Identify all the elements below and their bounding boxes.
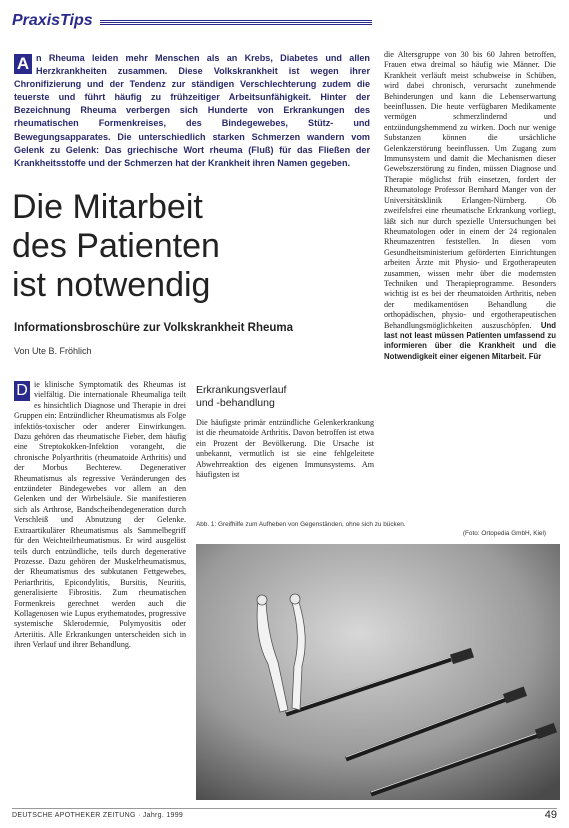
column-1-dropcap: D	[14, 381, 30, 401]
headline-line-3: ist notwendig	[12, 266, 211, 304]
column-3	[384, 50, 556, 362]
article-subtitle: Informationsbroschüre zur Volkskrankheit Rheuma	[14, 322, 294, 334]
author-byline: Von Ute B. Fröhlich	[14, 346, 92, 356]
section-heading-line-1: Erkrankungsverlauf	[196, 384, 287, 396]
headline-line-2: des Patienten	[12, 227, 220, 265]
column-3-highlight: Und last not least müssen Patienten umfassend zu informieren über die Krankheit und die Notwendigkeit einer eigenen Mitarbeit. Für	[384, 320, 556, 361]
section-heading-line-2: und -behandlung	[196, 396, 275, 409]
column-3-text: die Altersgruppe von 30 bis 60 Jahren betroffen, Frauen etwa dreimal so häufig wie Männer. Die Krankheit verläuft meist schubweise in Schüben, wird dabei chronisch, verursacht zunehmende Behinderungen und kann die Lebenserwartung beeinflussen. Die heute verfügbaren Medikamente vermögen schmerzlindernd und entzündungshemmend zu wirken. Doch nur wenige Substanzen können die ursächliche Gelenkzerstörung beeinflussen. Um Zugang zum Immunsystem und damit die Mechanismen dieser Gewebszerstörung zu finden, müssen Diagnose und Therapie möglichst früh einsetzen, fordert der Rheumatologe Professor Bernhard Manger von der Universitätsklinik Erlangen-Nürnberg. Ob zweifelsfrei eine rheumatische Erkrankung vorliegt, läßt sich nur durch spezielle Untersuchungen bei Rheumatologen oder in einem der 24 regionalen Rheumazentren feststellen. In diesen vom Gesundheitsministerium geförderten Einrichtungen arbeiten Ärzte mit Physio- und Ergotherapeuten zusammen, wissen mehr über die modernsten Techniken und Therapieprogramme. Besonders wichtig ist es bei der rheumatoiden Arthritis, neben der medikamentösen Behandlung die orthopädischen, physio- und ergotherapeutischen Behandlungsmöglichkeiten auszuschöpfen.	[384, 50, 556, 330]
page-number: 49	[544, 809, 557, 821]
header-rule	[100, 20, 372, 25]
headline-line-1: Die Mitarbeit	[12, 188, 203, 226]
intro-paragraph	[14, 52, 370, 170]
section-heading	[196, 384, 374, 409]
article-headline	[12, 188, 372, 305]
figure-credit: (Foto: Ortopedia GmbH, Kiel)	[462, 530, 546, 537]
column-1-text: ie klinische Symptomatik des Rheumas ist vielfältig. Die internationale Rheumaliga teilt es hinsichtlich Diagnose und Therapie in drei Gruppen ein: Entzündlicher Rheumatismus als Folge infektiös-toxischer oder anderer Einwirkungen. Dazu gehören das rheumatische Fieber, dem häufig eine Streptokokken-Infektion vorangeht, die chronische Polyarthritis (rheumatoide Arthritis) und der Morbus Bechterew. Degenerativer Rheumatismus als regressive Veränderungen des entzündeter Bindegewebes vor allem an den Gelenken und der Wirbelsäule. Sie manifestieren sich als Arthrose, Bandscheibendegeneration durch Verschleiß und Abnutzung der Gelenke. Extraartikulärer Rheumatismus als Sammelbegriff für den Weichteilrheumatismus. Er wird ausgelöst teils durch entzündliche, teils durch degenerative Prozesse. Dazu gehören der Muskelrheumatismus, der Rheumatismus des subkutanen Fettgewebes, Periarthritis, Epicondylitis, Bursitis, Neuritis, generalisierte Fibrositis. Zum rheumatischen Formenkreis gerechnet werden auch die Kollagenosen wie Lupus erythematodes, progressive systemische Sklerodermie, Polymyositis oder Arteriitis. Alle Erkrankungen unterscheiden sich in ihren Verlauf und ihrer Behandlung.	[14, 380, 186, 650]
journal-name: DEUTSCHE APOTHEKER ZEITUNG · Jahrg. 1999	[12, 812, 184, 819]
footer-rule	[12, 808, 557, 809]
column-1	[14, 380, 186, 651]
intro-text: n Rheuma leiden mehr Menschen als an Krebs, Diabetes und allen Herzkrankheiten zusammen. Diese Volkskrankheit ist wegen ihrer Chronifizierung und der Tendenz zur ständigen Verschlechterung zudem die teuerste und führt häufig zu frühzeitiger Arbeitsunfähigkeit. Hinter der Bezeichnung Rheuma verbergen sich Hunderte von Erkrankungen des rheumatischen Formenkreises, des Bindegewebes, Stütz- und Bewegungsapparates. Die unterschiedlich starken Schmerzen wandern vom Gelenk zu Gelenk: Das griechische Wort rheuma (Fluß) für das Fließen der Krankheitsstoffe und der Schmerzen hat der Krankheit ihren Namen gegeben.	[14, 53, 370, 168]
section-title: PraxisTips	[12, 12, 93, 29]
figure-caption: Abb. 1: Greifhilfe zum Aufheben von Gegenständen, ohne sich zu bücken.	[196, 521, 406, 528]
intro-dropcap: A	[14, 54, 32, 74]
column-2: Die häufigste primär entzündliche Gelenkerkrankung ist die rheumatoide Arthritis. Davon betroffen ist etwa ein Prozent der Bevölkerung. Die Ursache ist unbekannt, vermutlich ist sie eine fehlgeleitete Abwehrreaktion des eigenen Immunsystems. Am häufigsten ist	[196, 418, 374, 480]
grabber-tools-photo	[196, 544, 560, 800]
